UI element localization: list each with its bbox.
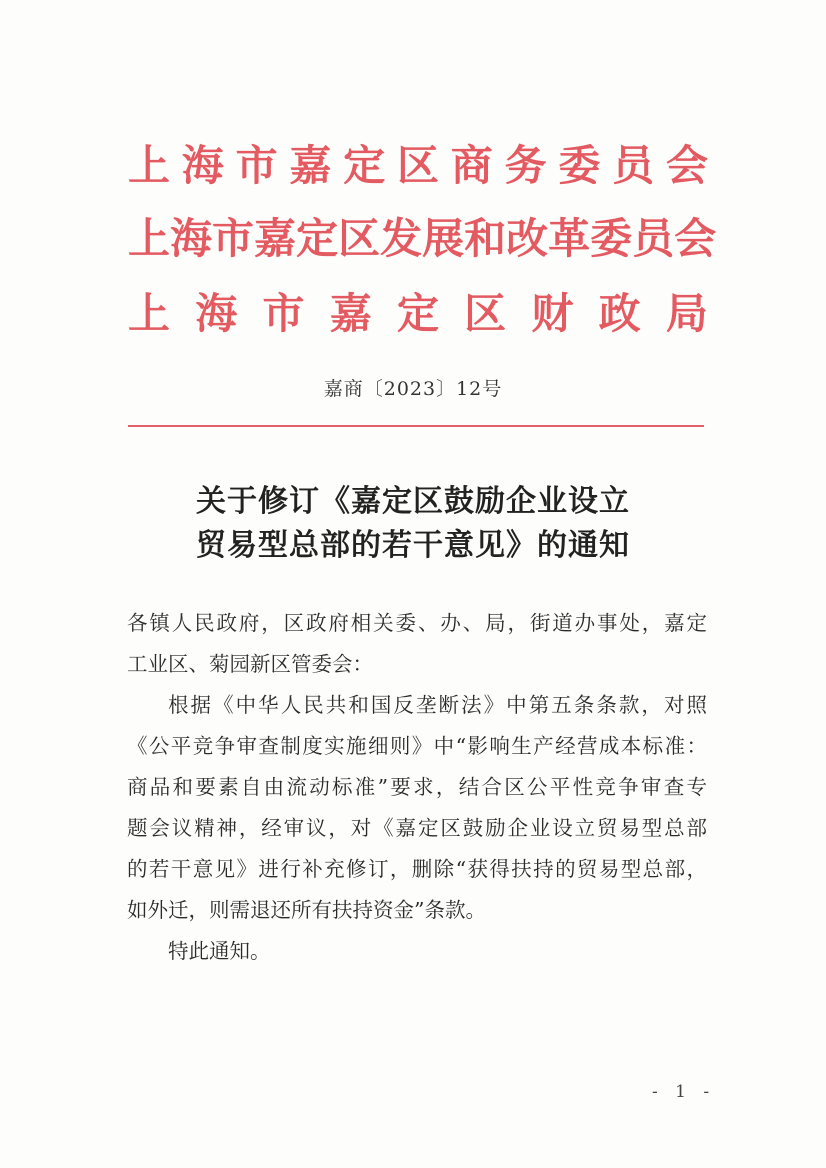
org-char: 委 [558,141,601,190]
org-char: 上 [128,214,171,263]
org-char: 展 [422,214,465,263]
org-char: 改 [506,214,549,263]
issuing-org-development-reform [128,211,717,267]
org-char: 市 [212,214,255,263]
org-char: 局 [665,289,708,338]
org-char: 区 [464,289,507,338]
org-char: 海 [170,214,213,263]
header-divider [128,425,704,427]
org-char: 市 [235,141,278,190]
document-number: 嘉商〔2023〕12号 [323,378,503,400]
addressee-line: 各镇人民政府，区政府相关委、办、局，街道办事处，嘉定 [127,611,707,635]
org-char: 发 [380,214,423,263]
body-paragraph-line: 题会议精神，经审议，对《嘉定区鼓励企业设立贸易型总部 [127,816,707,840]
org-char: 财 [531,289,574,338]
org-char: 市 [262,289,305,338]
org-char: 海 [195,289,238,338]
closing-line: 特此通知。 [168,939,271,963]
org-char: 定 [296,214,339,263]
body-paragraph-line: 的若干意见》进行补充修订，删除“获得扶持的贸易型总部， [127,857,707,881]
org-char: 嘉 [329,289,372,338]
org-char: 会 [665,141,708,190]
body-paragraph-line: 商品和要素自由流动标准”要求，结合区公平性竞争审查专 [127,775,707,799]
org-char: 务 [504,141,547,190]
org-char: 上 [128,141,171,190]
org-char: 海 [181,141,224,190]
org-char: 定 [396,289,439,338]
org-char: 员 [632,214,675,263]
org-char: 会 [674,214,717,263]
org-char: 区 [396,141,439,190]
document-title-line-2: 贸易型总部的若干意见》的通知 [196,528,630,563]
page-number: - 1 - [652,1082,716,1102]
issuing-org-finance [128,286,708,342]
document-body [127,603,707,972]
org-char: 政 [598,289,641,338]
issuing-org-commerce [128,138,708,194]
org-char: 嘉 [254,214,297,263]
org-char: 嘉 [289,141,332,190]
org-char: 区 [338,214,381,263]
org-char: 定 [343,141,386,190]
body-paragraph-line: 根据《中华人民共和国反垄断法》中第五条条款，对照 [168,693,707,717]
addressee-line: 工业区、菊园新区管委会： [127,652,373,676]
org-char: 和 [464,214,507,263]
body-paragraph-line: 《公平竞争审查制度实施细则》中“影响生产经营成本标准： [127,734,707,758]
org-char: 商 [450,141,493,190]
org-char: 委 [590,214,633,263]
org-char: 员 [612,141,655,190]
org-char: 上 [128,289,171,338]
org-char: 革 [548,214,591,263]
document-title-line-1: 关于修订《嘉定区鼓励企业设立 [196,484,630,519]
body-paragraph-line: 如外迁，则需退还所有扶持资金”条款。 [127,898,486,922]
